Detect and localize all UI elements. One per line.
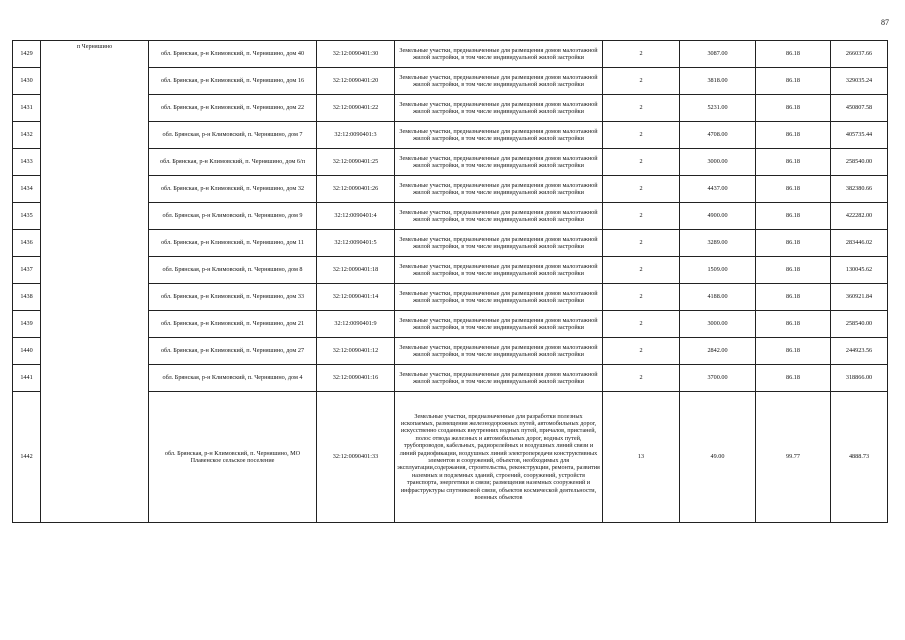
use-code-cell: 2 bbox=[603, 122, 680, 149]
row-number: 1429 bbox=[13, 41, 41, 68]
row-number: 1436 bbox=[13, 230, 41, 257]
row-number: 1433 bbox=[13, 149, 41, 176]
cadastral-number-cell: 32:12:0090401:22 bbox=[317, 95, 395, 122]
cadastral-value-cell: 318866.00 bbox=[831, 365, 888, 392]
use-code-cell: 2 bbox=[603, 95, 680, 122]
specific-value-cell: 86.18 bbox=[756, 41, 831, 68]
land-use-cell: Земельные участки, предназначенные для размещения домов малоэтажной жилой застройки, в том числе индивидуальной жилой застройки bbox=[395, 122, 603, 149]
row-number: 1431 bbox=[13, 95, 41, 122]
specific-value-cell: 86.18 bbox=[756, 68, 831, 95]
use-code-cell: 2 bbox=[603, 284, 680, 311]
cadastral-number-cell: 32:12:0090401:18 bbox=[317, 257, 395, 284]
row-number: 1430 bbox=[13, 68, 41, 95]
use-code-cell: 2 bbox=[603, 41, 680, 68]
cadastral-number-cell: 32:12:0090401:26 bbox=[317, 176, 395, 203]
land-use-cell: Земельные участки, предназначенные для размещения домов малоэтажной жилой застройки, в том числе индивидуальной жилой застройки bbox=[395, 203, 603, 230]
cadastral-number-cell: 32:12:0090401:25 bbox=[317, 149, 395, 176]
address-cell: обл. Брянская, р-н Климовский, п. Черняшино, дом 8 bbox=[149, 257, 317, 284]
address-cell: обл. Брянская, р-н Климовский, п. Черняшино, дом 21 bbox=[149, 311, 317, 338]
address-cell: обл. Брянская, р-н Климовский, п. Черняшино, дом 4 bbox=[149, 365, 317, 392]
land-use-cell: Земельные участки, предназначенные для размещения домов малоэтажной жилой застройки, в том числе индивидуальной жилой застройки bbox=[395, 95, 603, 122]
cadastral-value-table bbox=[12, 40, 888, 523]
land-use-cell: Земельные участки, предназначенные для размещения домов малоэтажной жилой застройки, в том числе индивидуальной жилой застройки bbox=[395, 230, 603, 257]
row-number: 1435 bbox=[13, 203, 41, 230]
land-use-cell: Земельные участки, предназначенные для разработки полезных ископаемых, размещения железнодорожных путей, автомобильных дорог, искусственно созданных внутренних водных путей, причалов, пристаней, полос отвода железных и автомобильных дорог, водных путей, трубопроводов, кабельных, радиорелейных и воздушных линий связи и линий радиофикации, воздушных линий электропередачи конструктивных элементов и сооружений, объектов, необходимых для эксплуатации,содержания, строительства, реконструкции, ремонта, развития наземных и подземных зданий, строений, сооружений, устройств транспорта, энергетики и связи; размещения наземных сооружений и инфраструктуры спутниковой связи, объектов космической деятельности, военных объектов bbox=[395, 392, 603, 523]
use-code-cell: 2 bbox=[603, 203, 680, 230]
row-number: 1437 bbox=[13, 257, 41, 284]
cadastral-number-cell: 32:12:0090401:5 bbox=[317, 230, 395, 257]
row-number: 1438 bbox=[13, 284, 41, 311]
use-code-cell: 2 bbox=[603, 311, 680, 338]
specific-value-cell: 86.18 bbox=[756, 176, 831, 203]
area-cell: 3087.00 bbox=[680, 41, 756, 68]
specific-value-cell: 86.18 bbox=[756, 203, 831, 230]
specific-value-cell: 86.18 bbox=[756, 284, 831, 311]
cadastral-number-cell: 32:12:0090401:30 bbox=[317, 41, 395, 68]
cadastral-value-cell: 258540.00 bbox=[831, 311, 888, 338]
use-code-cell: 2 bbox=[603, 176, 680, 203]
area-cell: 4900.00 bbox=[680, 203, 756, 230]
cadastral-value-cell: 360921.84 bbox=[831, 284, 888, 311]
use-code-cell: 2 bbox=[603, 365, 680, 392]
address-cell: обл. Брянская, р-н Климовский, п. Черняшино, дом 6/п bbox=[149, 149, 317, 176]
cadastral-value-cell: 4888.73 bbox=[831, 392, 888, 523]
address-cell: обл. Брянская, р-н Климовский, п. Черняшино, дом 33 bbox=[149, 284, 317, 311]
cadastral-value-cell: 450807.58 bbox=[831, 95, 888, 122]
specific-value-cell: 86.18 bbox=[756, 95, 831, 122]
specific-value-cell: 86.18 bbox=[756, 149, 831, 176]
specific-value-cell: 99.77 bbox=[756, 392, 831, 523]
area-cell: 3289.00 bbox=[680, 230, 756, 257]
land-use-cell: Земельные участки, предназначенные для размещения домов малоэтажной жилой застройки, в том числе индивидуальной жилой застройки bbox=[395, 149, 603, 176]
area-cell: 5231.00 bbox=[680, 95, 756, 122]
row-number: 1442 bbox=[13, 392, 41, 523]
cadastral-number-cell: 32:12:0090401:16 bbox=[317, 365, 395, 392]
cadastral-value-cell: 405735.44 bbox=[831, 122, 888, 149]
address-cell: обл. Брянская, р-н Климовский, п. Черняшино, дом 32 bbox=[149, 176, 317, 203]
area-cell: 49.00 bbox=[680, 392, 756, 523]
specific-value-cell: 86.18 bbox=[756, 365, 831, 392]
cadastral-number-cell: 32:12:0090401:12 bbox=[317, 338, 395, 365]
specific-value-cell: 86.18 bbox=[756, 311, 831, 338]
land-use-cell: Земельные участки, предназначенные для размещения домов малоэтажной жилой застройки, в том числе индивидуальной жилой застройки bbox=[395, 41, 603, 68]
address-cell: обл. Брянская, р-н Климовский, п. Черняшино, дом 9 bbox=[149, 203, 317, 230]
cadastral-number-cell: 32:12:0090401:20 bbox=[317, 68, 395, 95]
land-use-cell: Земельные участки, предназначенные для размещения домов малоэтажной жилой застройки, в том числе индивидуальной жилой застройки bbox=[395, 176, 603, 203]
row-number: 1441 bbox=[13, 365, 41, 392]
land-use-cell: Земельные участки, предназначенные для размещения домов малоэтажной жилой застройки, в том числе индивидуальной жилой застройки bbox=[395, 365, 603, 392]
use-code-cell: 13 bbox=[603, 392, 680, 523]
area-cell: 4437.00 bbox=[680, 176, 756, 203]
land-use-cell: Земельные участки, предназначенные для размещения домов малоэтажной жилой застройки, в том числе индивидуальной жилой застройки bbox=[395, 338, 603, 365]
row-number: 1432 bbox=[13, 122, 41, 149]
use-code-cell: 2 bbox=[603, 257, 680, 284]
land-use-cell: Земельные участки, предназначенные для размещения домов малоэтажной жилой застройки, в том числе индивидуальной жилой застройки bbox=[395, 257, 603, 284]
area-cell: 3000.00 bbox=[680, 311, 756, 338]
area-cell: 4188.00 bbox=[680, 284, 756, 311]
use-code-cell: 2 bbox=[603, 149, 680, 176]
cadastral-number-cell: 32:12:0090401:3 bbox=[317, 122, 395, 149]
area-cell: 3000.00 bbox=[680, 149, 756, 176]
use-code-cell: 2 bbox=[603, 68, 680, 95]
specific-value-cell: 86.18 bbox=[756, 122, 831, 149]
cadastral-value-cell: 382380.66 bbox=[831, 176, 888, 203]
address-cell: обл. Брянская, р-н Климовский, п. Черняшино, дом 16 bbox=[149, 68, 317, 95]
address-cell: обл. Брянская, р-н Климовский, п. Черняшино, дом 27 bbox=[149, 338, 317, 365]
cadastral-value-cell: 266037.66 bbox=[831, 41, 888, 68]
use-code-cell: 2 bbox=[603, 338, 680, 365]
cadastral-value-cell: 422282.00 bbox=[831, 203, 888, 230]
table-row bbox=[13, 41, 888, 68]
cadastral-value-cell: 130045.62 bbox=[831, 257, 888, 284]
land-use-cell: Земельные участки, предназначенные для размещения домов малоэтажной жилой застройки, в том числе индивидуальной жилой застройки bbox=[395, 284, 603, 311]
cadastral-value-cell: 283446.02 bbox=[831, 230, 888, 257]
cadastral-value-cell: 258540.00 bbox=[831, 149, 888, 176]
cadastral-number-cell: 32:12:0090401:9 bbox=[317, 311, 395, 338]
specific-value-cell: 86.18 bbox=[756, 338, 831, 365]
address-cell: обл. Брянская, р-н Климовский, п. Черняшино, дом 40 bbox=[149, 41, 317, 68]
row-number: 1440 bbox=[13, 338, 41, 365]
cadastral-value-cell: 329035.24 bbox=[831, 68, 888, 95]
area-cell: 2842.00 bbox=[680, 338, 756, 365]
cadastral-number-cell: 32:12:0090401:14 bbox=[317, 284, 395, 311]
area-cell: 3700.00 bbox=[680, 365, 756, 392]
row-number: 1439 bbox=[13, 311, 41, 338]
address-cell: обл. Брянская, р-н Климовский, п. Черняшино, дом 7 bbox=[149, 122, 317, 149]
address-cell: обл. Брянская, р-н Климовский, п. Черняшино, дом 11 bbox=[149, 230, 317, 257]
cadastral-number-cell: 32:12:0090401:4 bbox=[317, 203, 395, 230]
specific-value-cell: 86.18 bbox=[756, 230, 831, 257]
locality-cell: п Черняшино bbox=[41, 41, 149, 523]
row-number: 1434 bbox=[13, 176, 41, 203]
cadastral-number-cell: 32:12:0090401:33 bbox=[317, 392, 395, 523]
land-use-cell: Земельные участки, предназначенные для размещения домов малоэтажной жилой застройки, в том числе индивидуальной жилой застройки bbox=[395, 311, 603, 338]
land-use-cell: Земельные участки, предназначенные для размещения домов малоэтажной жилой застройки, в том числе индивидуальной жилой застройки bbox=[395, 68, 603, 95]
use-code-cell: 2 bbox=[603, 230, 680, 257]
cadastral-value-cell: 244923.56 bbox=[831, 338, 888, 365]
specific-value-cell: 86.18 bbox=[756, 257, 831, 284]
address-cell: обл. Брянская, р-н Климовский, п. Черняшино, МО Плавенское сельское поселение bbox=[149, 392, 317, 523]
page-number: 87 bbox=[881, 18, 889, 27]
area-cell: 1509.00 bbox=[680, 257, 756, 284]
area-cell: 3818.00 bbox=[680, 68, 756, 95]
area-cell: 4708.00 bbox=[680, 122, 756, 149]
address-cell: обл. Брянская, р-н Климовский, п. Черняшино, дом 22 bbox=[149, 95, 317, 122]
